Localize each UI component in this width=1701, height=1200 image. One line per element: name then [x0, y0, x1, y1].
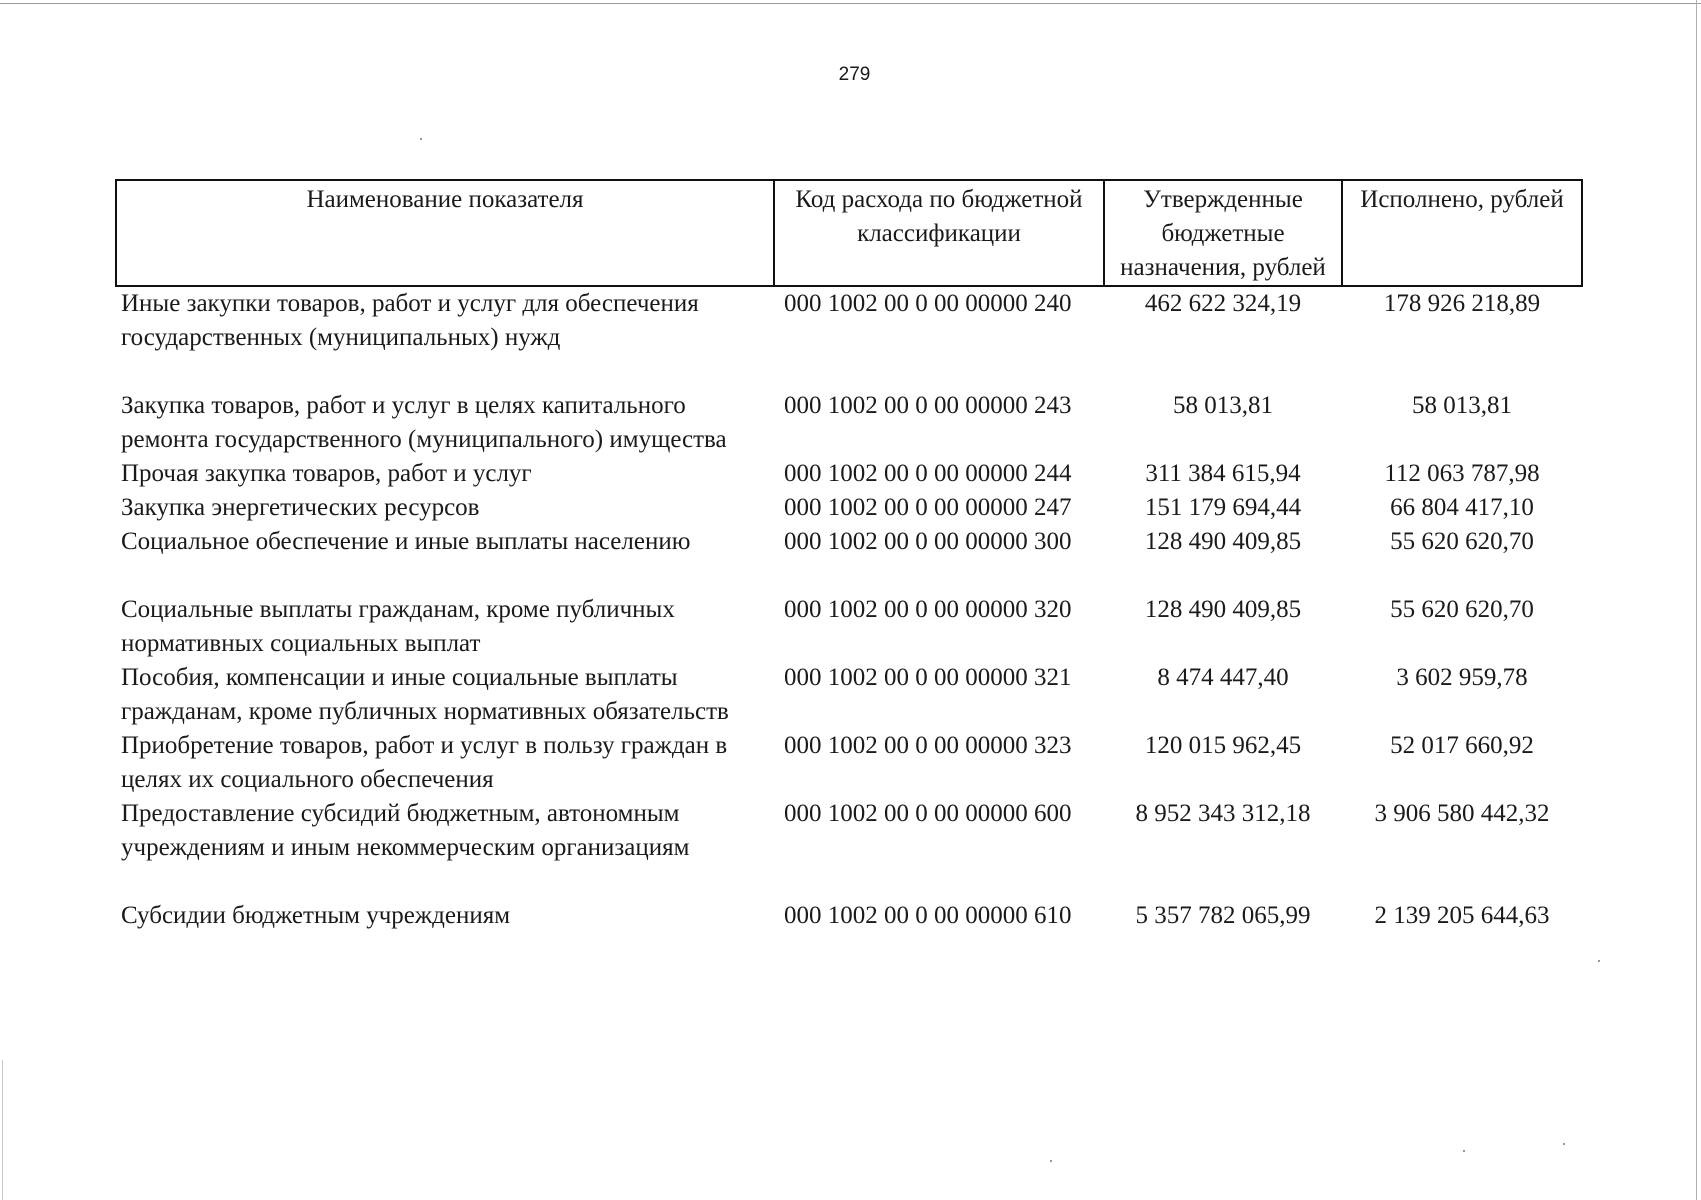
row-approved: 462 622 324,19 [1144, 290, 1302, 317]
scan-speck [1463, 1150, 1465, 1152]
row-name: Субсидии бюджетным учреждениям [121, 902, 511, 929]
row-code: 000 1002 00 0 00 00000 600 [784, 800, 1072, 827]
row-code: 000 1002 00 0 00 00000 300 [784, 528, 1072, 555]
row-executed: 58 013,81 [1412, 392, 1512, 419]
scan-speck [420, 138, 422, 140]
row-executed: 3 906 580 442,32 [1374, 800, 1550, 827]
header-code: Код расхода по бюджетной классификации [774, 180, 1104, 286]
row-code: 000 1002 00 0 00 00000 320 [784, 596, 1072, 623]
row-name: Социальное обеспечение и иные выплаты населению [121, 528, 691, 555]
scan-edge-top [0, 3, 1701, 4]
row-code: 000 1002 00 0 00 00000 321 [784, 664, 1072, 691]
table-row [116, 389, 1582, 457]
scan-speck [1563, 1143, 1565, 1145]
header-executed: Исполнено, рублей [1342, 180, 1582, 286]
table-row [116, 286, 1582, 389]
row-code: 000 1002 00 0 00 00000 323 [784, 732, 1072, 759]
row-name: Иные закупки товаров, работ и услуг для обеспечения государственных (муниципальных) нужд [121, 290, 699, 351]
row-executed: 178 926 218,89 [1383, 290, 1541, 317]
scan-edge-left [2, 1060, 3, 1200]
table-row [116, 729, 1582, 797]
table-row [116, 797, 1582, 899]
row-approved: 120 015 962,45 [1144, 732, 1302, 759]
row-name: Пособия, компенсации и иные социальные выплаты гражданам, кроме публичных нормативных обязательств [121, 664, 729, 725]
header-approved: Утвержденные бюджетные назначения, рублей [1104, 180, 1342, 286]
table-row [116, 899, 1582, 933]
table-header [116, 180, 1582, 286]
row-name: Закупка энергетических ресурсов [121, 494, 480, 521]
row-code: 000 1002 00 0 00 00000 244 [784, 460, 1072, 487]
row-approved: 151 179 694,44 [1144, 494, 1302, 521]
table-row [116, 491, 1582, 525]
row-code: 000 1002 00 0 00 00000 610 [784, 902, 1072, 929]
row-approved: 311 384 615,94 [1145, 460, 1301, 487]
header-name: Наименование показателя [116, 180, 774, 286]
row-approved: 8 952 343 312,18 [1135, 800, 1311, 827]
row-executed: 112 063 787,98 [1384, 460, 1540, 487]
row-executed: 52 017 660,92 [1390, 732, 1534, 759]
row-approved: 5 357 782 065,99 [1135, 902, 1311, 929]
row-approved: 58 013,81 [1173, 392, 1273, 419]
row-executed: 55 620 620,70 [1390, 528, 1534, 555]
row-code: 000 1002 00 0 00 00000 247 [784, 494, 1072, 521]
page-number: 279 [838, 64, 871, 85]
row-name: Приобретение товаров, работ и услуг в пользу граждан в целях их социального обеспечения [121, 732, 728, 793]
row-executed: 66 804 417,10 [1390, 494, 1534, 521]
row-executed: 55 620 620,70 [1390, 596, 1534, 623]
row-code: 000 1002 00 0 00 00000 243 [784, 392, 1072, 419]
table-row [116, 593, 1582, 661]
row-code: 000 1002 00 0 00 00000 240 [784, 290, 1072, 317]
row-name: Закупка товаров, работ и услуг в целях капитального ремонта государственного (муниципального) имущества [121, 392, 727, 453]
scan-edge-right [1696, 0, 1697, 1200]
table-row [116, 661, 1582, 729]
row-name: Прочая закупка товаров, работ и услуг [121, 460, 532, 487]
row-name: Социальные выплаты гражданам, кроме публичных нормативных социальных выплат [121, 596, 675, 657]
row-approved: 8 474 447,40 [1157, 664, 1289, 691]
table-row [116, 457, 1582, 491]
row-executed: 3 602 959,78 [1396, 664, 1528, 691]
row-approved: 128 490 409,85 [1144, 596, 1302, 623]
budget-table-container [115, 179, 1581, 933]
row-executed: 2 139 205 644,63 [1374, 902, 1550, 929]
scan-speck [1598, 960, 1600, 962]
header-row [116, 180, 1582, 286]
row-approved: 128 490 409,85 [1144, 528, 1302, 555]
table-body [116, 286, 1582, 933]
row-name: Предоставление субсидий бюджетным, автономным учреждениям и иным некоммерческим организациям [121, 800, 690, 861]
table-row [116, 525, 1582, 593]
scan-speck [1050, 1160, 1052, 1162]
budget-table [115, 179, 1583, 933]
